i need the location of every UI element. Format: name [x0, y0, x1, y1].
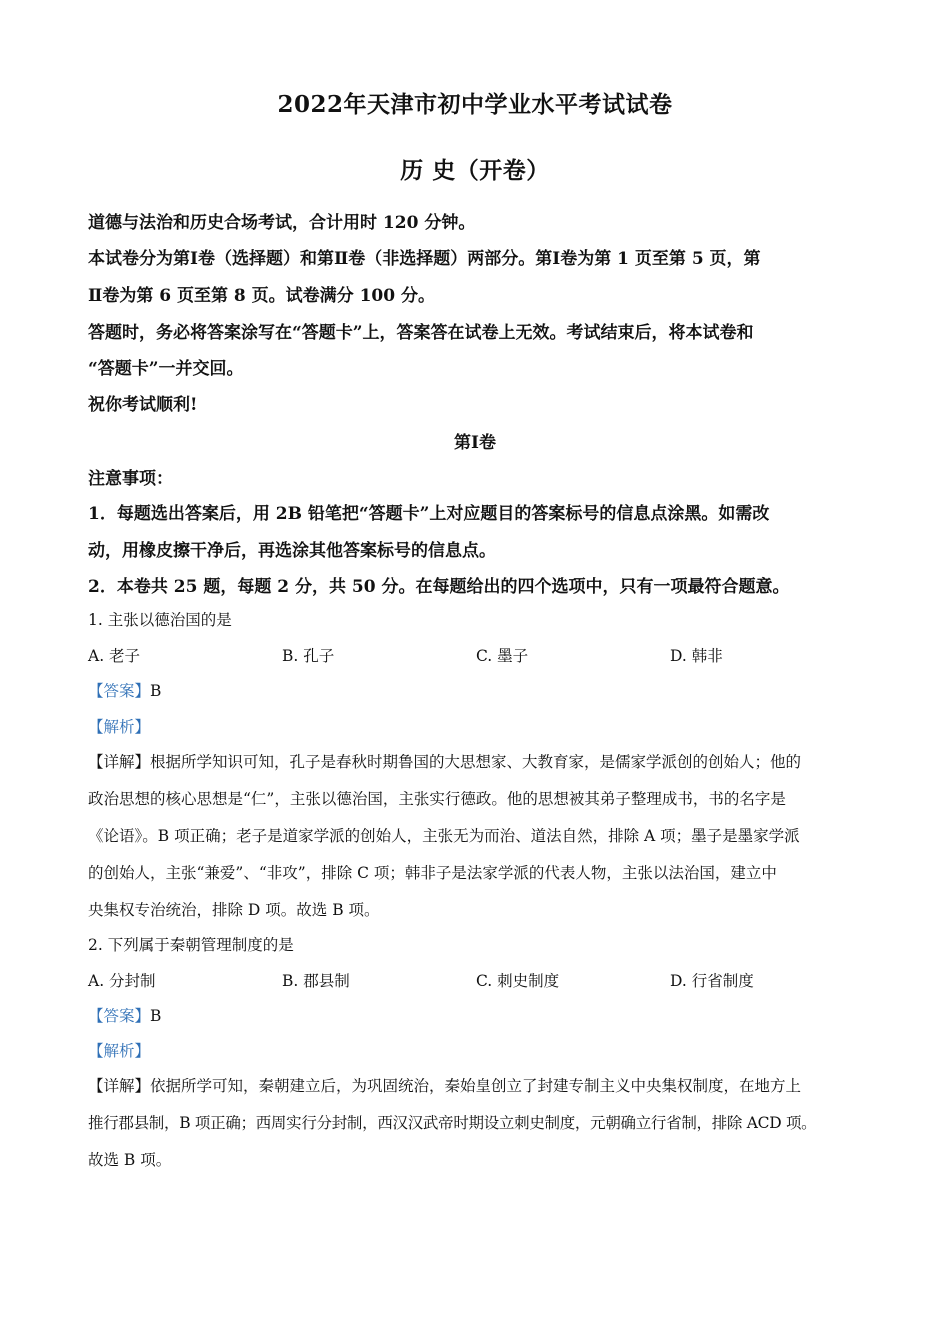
instruction-line: “答题卡”一并交回。 [88, 359, 244, 379]
analysis-tag: 【解析】 [88, 1042, 151, 1060]
notes-line: 1．每题选出答案后，用 2B 铅笔把“答题卡”上对应题目的答案标号的信息点涂黑。如需改 [88, 504, 770, 524]
answer-value: B [150, 682, 162, 700]
notes-heading: 注意事项： [88, 469, 173, 489]
answer-line [88, 679, 161, 701]
instruction-line: Ⅱ卷为第 6 页至第 8 页。试卷满分 100 分。 [88, 286, 435, 306]
detail-line: 央集权专治统治，排除 D 项。故选 B 项。 [88, 901, 380, 919]
option-c: C. 刺史制度 [476, 972, 560, 990]
instruction-line: 本试卷分为第Ⅰ卷（选择题）和第Ⅱ卷（非选择题）两部分。第Ⅰ卷为第 1 页至第 5 页，第 [88, 249, 761, 269]
detail-line: 推行郡县制，B 项正确；西周实行分封制，西汉汉武帝时期设立刺史制度，元朝确立行省制，排除 ACD 项。 [88, 1114, 817, 1132]
detail-line: 《论语》。B 项正确；老子是道家学派的创始人，主张无为而治、道法自然，排除 A 项；墨子是墨家学派 [88, 827, 800, 845]
exam-title: 2022年天津市初中学业水平考试试卷 [277, 91, 673, 118]
section-title: 第Ⅰ卷 [454, 433, 496, 453]
answer-line [88, 1004, 161, 1026]
option-c: C. 墨子 [476, 647, 529, 665]
analysis-tag: 【解析】 [88, 718, 151, 736]
detail-line: 的创始人，主张“兼爱”、“非攻”，排除 C 项；韩非子是法家学派的代表人物，主张以法治国，建立中 [88, 864, 777, 882]
detail-line [88, 1074, 801, 1096]
option-d: D. 韩非 [670, 647, 723, 665]
question-stem: 2. 下列属于秦朝管理制度的是 [88, 936, 294, 954]
option-b: B. 郡县制 [282, 972, 350, 990]
answer-tag: 【答案】 [88, 682, 151, 700]
exam-subtitle: 历 史（开卷） [400, 157, 550, 184]
answer-value: B [150, 1007, 162, 1025]
option-a: A. 老子 [88, 647, 141, 665]
detail-text: 根据所学知识可知，孔子是春秋时期鲁国的大思想家、大教育家，是儒家学派创的创始人；他的 [150, 753, 802, 771]
detail-line: 政治思想的核心思想是“仁”，主张以德治国，主张实行德政。他的思想被其弟子整理成书，书的名字是 [88, 790, 786, 808]
detail-line: 故选 B 项。 [88, 1151, 172, 1169]
option-b: B. 孔子 [282, 647, 335, 665]
detail-text: 依据所学可知，秦朝建立后，为巩固统治，秦始皇创立了封建专制主义中央集权制度，在地方上 [150, 1077, 802, 1095]
notes-line: 2．本卷共 25 题，每题 2 分，共 50 分。在每题给出的四个选项中，只有一项最符合题意。 [88, 577, 790, 597]
instruction-line: 祝你考试顺利! [88, 395, 198, 415]
detail-tag: 【详解】 [88, 1077, 151, 1095]
answer-tag: 【答案】 [88, 1007, 151, 1025]
question-stem: 1. 主张以德治国的是 [88, 611, 232, 629]
instruction-line: 道德与法治和历史合场考试，合计用时 120 分钟。 [88, 213, 476, 233]
detail-tag: 【详解】 [88, 753, 151, 771]
notes-line: 动，用橡皮擦干净后，再选涂其他答案标号的信息点。 [88, 541, 496, 561]
option-a: A. 分封制 [88, 972, 156, 990]
option-d: D. 行省制度 [670, 972, 754, 990]
instruction-line: 答题时，务必将答案涂写在“答题卡”上，答案答在试卷上无效。考试结束后，将本试卷和 [88, 323, 754, 343]
detail-line [88, 750, 801, 772]
